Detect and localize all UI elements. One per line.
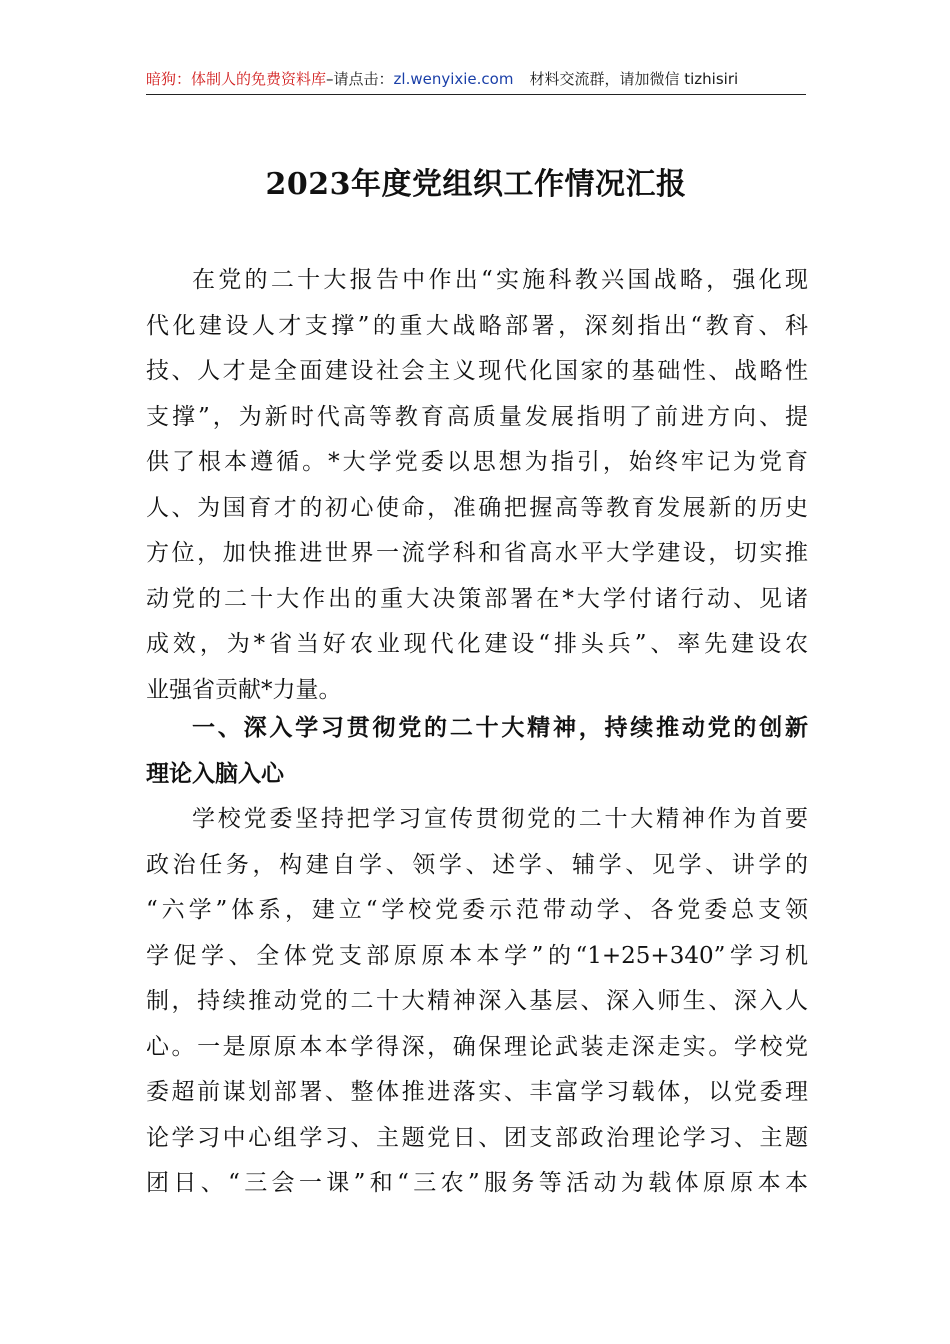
section-line: 学促学、全体党支部原原本本学”的“1+25+340”学习机: [146, 942, 808, 969]
intro-line: 支撑”，为新时代高等教育高质量发展指明了前进方向、提: [146, 403, 808, 430]
intro-paragraph: [146, 258, 808, 713]
section-1-paragraph: [146, 797, 808, 1207]
header-group-note: 材料交流群，请加微信 tizhisiri: [529, 70, 739, 88]
intro-line: 方位，加快推进世界一流学科和省高水平大学建设，切实推: [146, 540, 808, 566]
intro-line: 技、人才是全面建设社会主义现代化国家的基础性、战略性: [146, 358, 808, 384]
intro-line: 动党的二十大作出的重大决策部署在*大学付诸行动、见诸: [146, 585, 808, 612]
heading-line: 一、深入学习贯彻党的二十大精神，持续推动党的创新: [192, 715, 808, 741]
section-line: 制，持续推动党的二十大精神深入基层、深入师生、深入人: [146, 988, 808, 1014]
document-title: 2023年度党组织工作情况汇报: [265, 167, 687, 202]
intro-line: 业强省贡献*力量。: [146, 676, 342, 703]
header-click-prefix: –请点击：: [326, 70, 394, 88]
section-line: 学校党委坚持把学习宣传贯彻党的二十大精神作为首要: [192, 806, 808, 832]
intro-line: 在党的二十大报告中作出“实施科教兴国战略，强化现: [192, 267, 808, 293]
section-1-heading: [146, 706, 808, 797]
section-line: 团日、“三会一课”和“三农”服务等活动为载体原原本本: [146, 1170, 808, 1196]
intro-line: 成效，为*省当好农业现代化建设“排头兵”、率先建设农: [146, 631, 808, 657]
intro-line: 人、为国育才的初心使命，准确把握高等教育发展新的历史: [146, 494, 808, 521]
intro-line: 供了根本遵循。*大学党委以思想为指引，始终牢记为党育: [146, 449, 808, 475]
section-line: 论学习中心组学习、主题党日、团支部政治理论学习、主题: [146, 1124, 808, 1151]
section-line: “六学”体系，建立“学校党委示范带动学、各党委总支领: [146, 897, 808, 923]
intro-line: 代化建设人才支撑”的重大战略部署，深刻指出“教育、科: [146, 312, 808, 339]
header-site-label: 暗狗：体制人的免费资料库: [146, 70, 327, 88]
section-line: 委超前谋划部署、整体推进落实、丰富学习载体，以党委理: [146, 1079, 808, 1105]
section-line: 心。一是原原本本学得深，确保理论武装走深走实。学校党: [146, 1033, 808, 1060]
header-url-link[interactable]: zl.wenyixie.com: [393, 70, 514, 88]
page-header: [146, 64, 806, 95]
section-line: 政治任务，构建自学、领学、述学、辅学、见学、讲学的: [146, 851, 808, 878]
heading-line: 理论入脑入心: [146, 760, 284, 787]
